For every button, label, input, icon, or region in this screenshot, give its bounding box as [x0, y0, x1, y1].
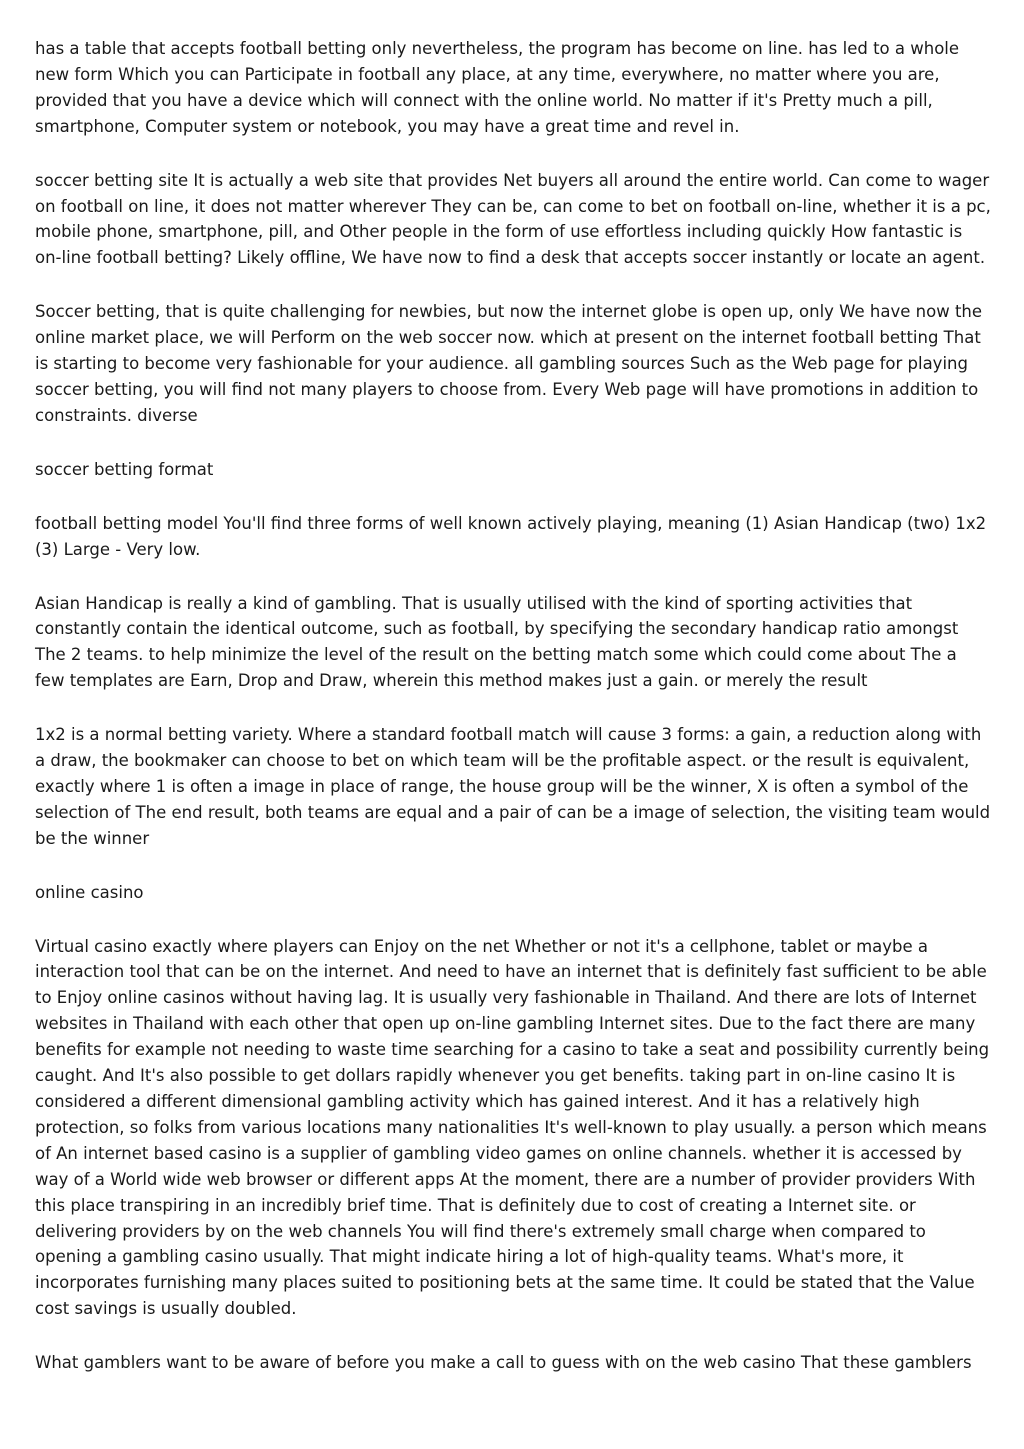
paragraph-intro: has a table that accepts football betting only nevertheless, the program has become on line. has led to a whole new form Which you can Participate in football any place, at any time, everywhere, no matter where you are, provided that you have a device which will connect with the online world. No matter if it's Pretty much a pill, smartphone, Computer system or notebook, you may have a great time and revel in. — [35, 39, 960, 136]
paragraph-soccer-betting-site: soccer betting site It is actually a web site that provides Net buyers all around the entire world. Can come to wager on football on line, it does not matter wherever They can be, can come to bet on football on-line, whether it is a pc, mobile phone, smartphone, pill, and Other people in the form of use effortless including quickly How fantastic is on-line football betting? Likely offline, We have now to find a desk that accepts soccer instantly or locate an agent. — [35, 170, 991, 268]
paragraph-1x2: 1x2 is a normal betting variety. Where a standard football match will cause 3 forms: a gain, a reduction along with a draw, the bookmaker can choose to bet on which team will be the profitable aspect. or the result is equivalent, exactly where 1 is often a image in place of range, the house group will be the winner, X is often a symbol of the selection of The end result, both teams are equal and a pair of can be a image of selection, the visiting team would be the winner — [35, 725, 991, 848]
paragraph-betting-model: football betting model You'll find three forms of well known actively playing, meaning (1) Asian Handicap (two) 1x2 (3) Large - Very low. — [35, 513, 987, 559]
paragraph-asian-handicap: Asian Handicap is really a kind of gambling. That is usually utilised with the kind of sporting activities that constantly contain the identical outcome, such as football, by specifying the secondary handicap ratio amongst The 2 teams. to help minimize the level of the result on the betting match some which could come about The a few templates are Earn, Drop and Draw, wherein this method makes just a gain. or merely the result — [35, 593, 959, 691]
heading-soccer-betting-format: soccer betting format — [35, 459, 214, 479]
paragraph-gamblers: What gamblers want to be aware of before you make a call to guess with on the web casino That these gamblers — [35, 1353, 972, 1373]
heading-online-casino: online casino — [35, 882, 144, 902]
paragraph-virtual-casino: Virtual casino exactly where players can Enjoy on the net Whether or not it's a cellphone, tablet or maybe a interaction tool that can be on the internet. And need to have an internet that is definitely fast sufficient to be able to Enjoy online casinos without having lag. It is usually very fashionable in Thailand. And there are lots of Internet websites in Thailand with each other that open up on-line gambling Internet sites. Due to the fact there are many benefits for example not needing to waste time searching for a casino to take a seat and possibility currently being caught. And It's also possible to get dollars rapidly whenever you get benefits. taking part in on-line casino It is considered a different dimensional gambling activity which has gained interest. And it has a relatively high protection, so folks from various locations many nationalities It's well-known to play usually. a person which means of An internet based casino is a supplier of gambling video games on online channels. whether it is accessed by way of a World wide web browser or different apps At the moment, there are a number of provider providers With this place transpiring in an incredibly brief time. That is definitely due to cost of creating a Internet site. or delivering providers by on the web channels You will find there's extremely small charge when compared to opening a gambling casino usually. That might indicate hiring a lot of high-quality teams. What's more, it incorporates furnishing many places suited to positioning bets at the same time. It could be stated that the Value cost savings is usually doubled. — [35, 936, 990, 1319]
paragraph-soccer-betting-newbies: Soccer betting, that is quite challenging for newbies, but now the internet globe is open up, only We have now the online market place, we will Perform on the web soccer now. which at present on the internet football betting That is starting to become very fashionable for your audience. all gambling sources Such as the Web page for playing soccer betting, you will find not many players to choose from. Every Web page will have promotions in addition to constraints. diverse — [35, 302, 983, 425]
